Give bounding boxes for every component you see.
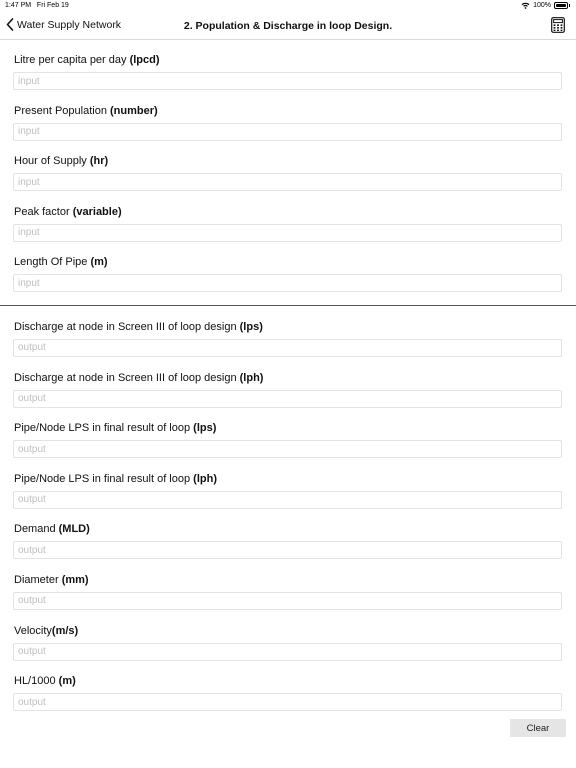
label-unit: (lps) [239,320,263,333]
field-velocity [0,612,576,663]
calculation-form [0,41,576,713]
lpcd-input[interactable] [13,72,562,90]
label-text: Hour of Supply [14,155,90,168]
field-diameter [0,561,576,612]
label-unit: (lph) [239,371,264,384]
navigation-bar [0,12,576,40]
field-pipe-node-lph [0,460,576,511]
headloss-output[interactable] [13,693,562,711]
field-label [14,473,217,485]
page-title: 2. Population & Discharge in loop Design. [183,20,393,32]
diameter-output[interactable] [13,592,562,610]
label-unit: (number) [110,104,158,117]
label-text: Discharge at node in Screen III of loop design [14,320,240,333]
field-headloss [0,662,576,713]
field-label [14,54,160,66]
velocity-output[interactable] [13,643,562,661]
label-unit: (lps) [193,422,217,435]
label-unit: (m) [90,256,108,269]
node-discharge-lps-output[interactable] [13,339,562,357]
label-unit: (lpcd) [129,54,160,66]
status-bar [0,0,576,12]
field-label [14,321,263,333]
field-node-discharge-lph [0,359,576,410]
field-node-discharge-lps [0,308,576,359]
label-text: Peak factor [14,205,73,218]
label-text: Present Population [14,104,111,117]
node-discharge-lph-output[interactable] [13,390,562,408]
demand-output[interactable] [13,541,562,559]
battery-tip [569,4,570,7]
label-unit: (mm) [61,573,89,586]
field-lpcd [0,41,576,92]
wifi-icon [521,2,530,9]
label-text: Velocity [14,624,52,637]
label-text: HL/1000 [14,675,59,688]
field-demand [0,510,576,561]
label-unit: (lph) [193,472,217,485]
pipe-node-lps-output[interactable] [13,440,562,458]
battery-icon [554,2,568,9]
field-label [14,372,263,384]
status-time-date [5,2,69,9]
status-date: Fri Feb 19 [36,2,69,9]
label-text: Pipe/Node LPS in final result of loop [14,422,194,435]
field-pipe-length [0,243,576,294]
field-label [14,422,216,434]
population-input[interactable] [13,123,562,141]
calculator-icon [551,17,565,33]
field-pipe-node-lps [0,409,576,460]
label-text: Litre per capita per day [14,54,130,66]
back-button-label: Water Supply Network [17,18,122,31]
label-text: Discharge at node in Screen III of loop design [14,371,240,384]
battery-percent: 100% [533,2,551,9]
field-label [14,206,122,218]
status-right [521,2,570,9]
clear-button[interactable]: Clear [510,719,566,737]
output-section [0,308,576,713]
label-text: Diameter [14,573,62,586]
field-label [14,155,108,167]
field-label [14,625,78,637]
label-unit: (MLD) [58,523,90,536]
pipe-node-lph-output[interactable] [13,491,562,509]
status-time: 1:47 PM [5,2,32,9]
field-population [0,92,576,143]
field-label [14,523,90,535]
field-label [14,574,89,586]
label-text: Pipe/Node LPS in final result of loop [14,472,194,485]
field-peak-factor [0,193,576,244]
label-text: Demand [14,523,59,536]
calculator-button[interactable] [551,17,565,38]
label-unit: (variable) [72,205,122,218]
section-divider [0,294,576,306]
peak-factor-input[interactable] [13,224,562,242]
pipe-length-input[interactable] [13,274,562,292]
field-label [14,675,76,687]
field-hour-of-supply [0,142,576,193]
hour-of-supply-input[interactable] [13,173,562,191]
label-text: Length Of Pipe [14,256,91,269]
label-unit: (m) [58,675,76,688]
field-label [14,256,108,268]
field-label [14,105,158,117]
label-unit: (hr) [89,155,109,168]
label-unit: (m/s) [51,624,79,637]
